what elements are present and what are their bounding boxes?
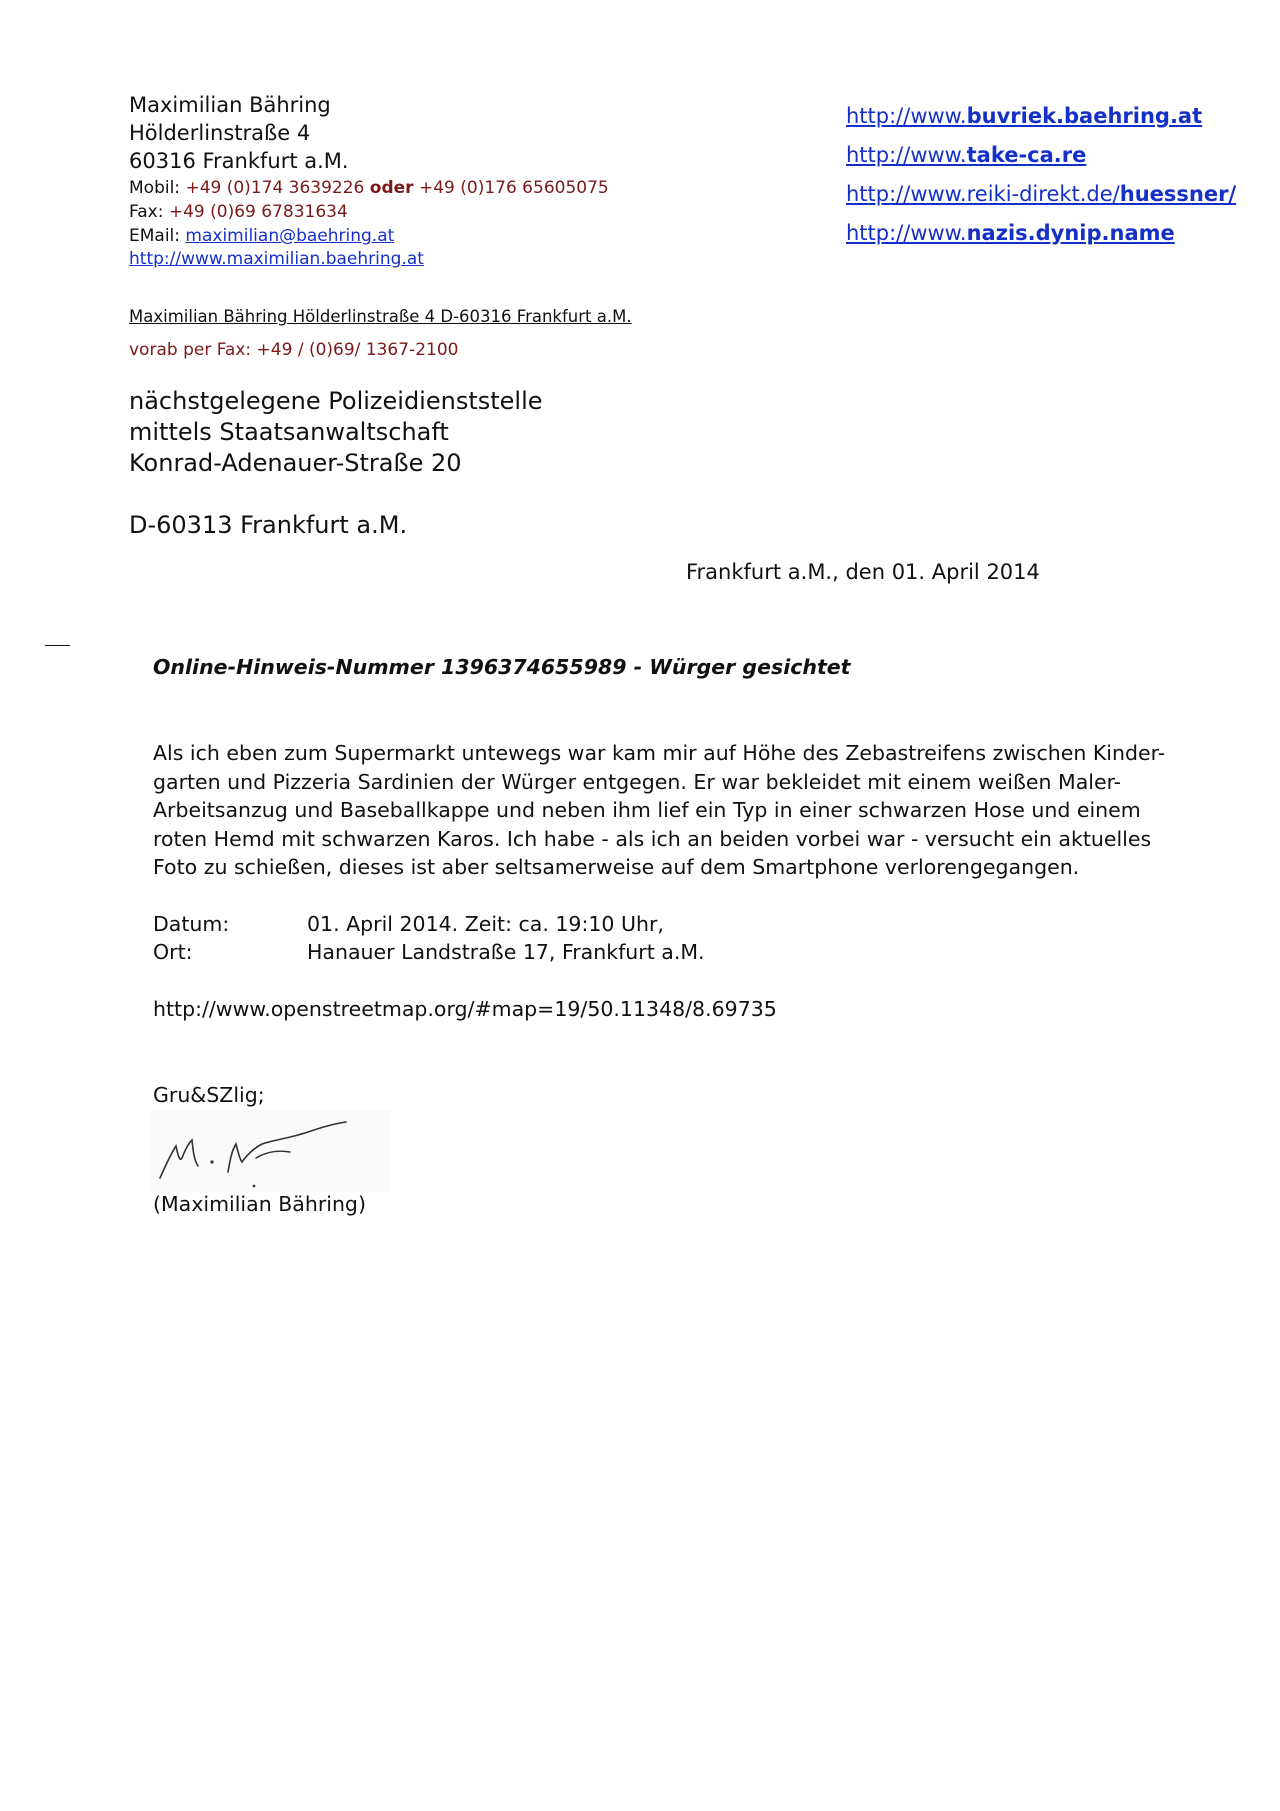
sender-email xyxy=(129,224,394,248)
detail-place xyxy=(153,938,705,967)
sender-name: Maximilian Bähring xyxy=(129,93,331,117)
fax-notice-number: +49 / (0)69/ 1367-2100 xyxy=(256,340,459,360)
closing: Gru&SZlig; xyxy=(153,1083,265,1107)
weblink-nazis[interactable]: http://www.nazis.dynip.name xyxy=(846,221,1175,245)
body-line: Arbeitsanzug und Baseballkappe und neben ihm lief ein Typ in einer schwarzen Hose und einem xyxy=(153,798,1141,822)
body-line: Als ich eben zum Supermarkt untewegs war kam mir auf Höhe des Zebastreifens zwischen Kinder- xyxy=(153,741,1166,765)
body-paragraph xyxy=(153,739,1165,882)
recipient-line-1: nächstgelegene Polizeidienststelle xyxy=(129,387,543,415)
recipient-line-2: mittels Staatsanwaltschaft xyxy=(129,418,449,446)
weblink-take-care[interactable]: http://www.take-ca.re xyxy=(846,143,1087,167)
mobile-number-2: +49 (0)176 65605075 xyxy=(418,178,609,198)
detail-date-label: Datum: xyxy=(153,912,230,936)
detail-place-value: Hanauer Landstraße 17, Frankfurt a.M. xyxy=(307,940,705,964)
website-link[interactable]: http://www.maximilian.baehring.at xyxy=(129,249,424,269)
email-link[interactable]: maximilian@baehring.at xyxy=(185,226,395,246)
weblinks-list xyxy=(846,97,1236,253)
fax-label: Fax: xyxy=(129,202,164,222)
sender-fax xyxy=(129,200,348,224)
fax-notice xyxy=(129,340,458,360)
recipient-line-3: Konrad-Adenauer-Straße 20 xyxy=(129,449,462,477)
subject-line: Online-Hinweis-Nummer 1396374655989 - Würger gesichtet xyxy=(153,655,851,679)
sender-mobile xyxy=(129,176,609,200)
signature-image xyxy=(150,1110,390,1192)
body-line: roten Hemd mit schwarzen Karos. Ich habe - als ich an beiden vorbei war - versucht ein aktuelles xyxy=(153,826,1152,851)
email-label: EMail: xyxy=(129,226,180,246)
sender-city: 60316 Frankfurt a.M. xyxy=(129,149,349,173)
weblink-reiki[interactable]: http://www.reiki-direkt.de/huessner/ xyxy=(846,182,1237,206)
fax-number: +49 (0)69 67831634 xyxy=(168,202,348,222)
mobile-number-1: +49 (0)174 3639226 xyxy=(185,178,365,198)
signature-name: (Maximilian Bähring) xyxy=(153,1192,366,1216)
date-line: Frankfurt a.M., den 01. April 2014 xyxy=(686,560,1040,584)
body-line: garten und Pizzeria Sardinien der Würger entgegen. Er war bekleidet mit einem weißen Maler- xyxy=(153,769,1122,794)
return-address: Maximilian Bähring Hölderlinstraße 4 D-60316 Frankfurt a.M. xyxy=(129,307,632,326)
fold-mark xyxy=(45,645,70,646)
detail-date-value: 01. April 2014. Zeit: ca. 19:10 Uhr, xyxy=(307,912,664,936)
detail-place-label: Ort: xyxy=(153,940,193,964)
fax-notice-label: vorab per Fax: xyxy=(129,340,252,360)
detail-date xyxy=(153,910,664,939)
sender-website xyxy=(129,247,424,271)
mobile-label: Mobil: xyxy=(129,178,181,198)
recipient-city: D-60313 Frankfurt a.M. xyxy=(129,511,408,539)
weblink-buvriek[interactable]: http://www.buvriek.baehring.at xyxy=(846,104,1203,128)
map-url: http://www.openstreetmap.org/#map=19/50.11348/8.69735 xyxy=(153,997,777,1021)
mobile-or: oder xyxy=(369,178,414,198)
sender-street: Hölderlinstraße 4 xyxy=(129,121,311,145)
body-line: Foto zu schießen, dieses ist aber seltsamerweise auf dem Smartphone verlorengegangen. xyxy=(153,855,1080,879)
